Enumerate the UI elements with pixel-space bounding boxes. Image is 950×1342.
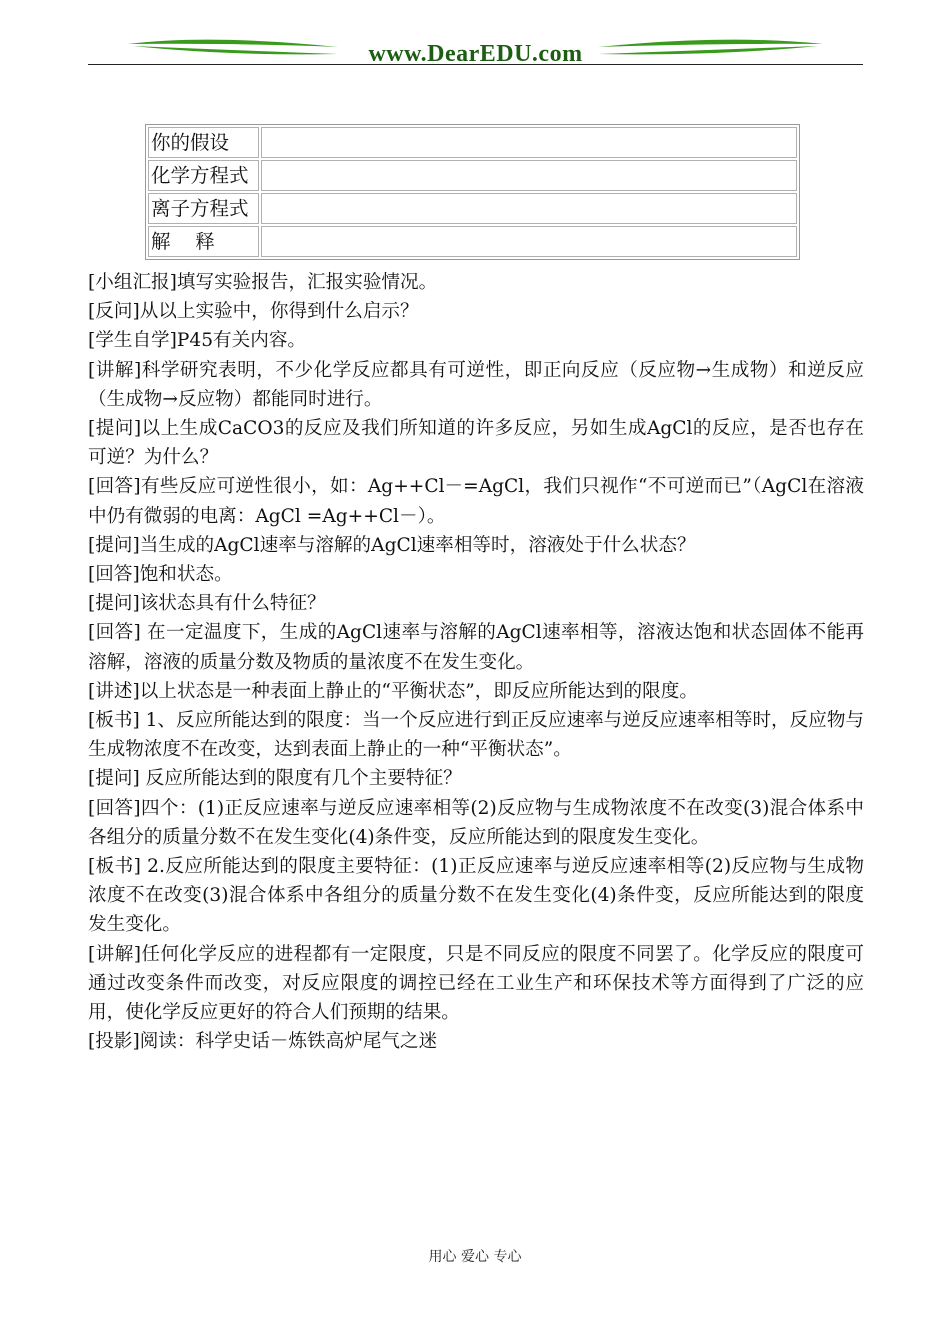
row-label: 你的假设 (148, 127, 259, 158)
paragraph: [讲述]以上状态是一种表面上静止的“平衡状态”，即反应所能达到的限度。 (88, 680, 698, 702)
paragraph: [提问]以上生成CaCO3的反应及我们所知道的许多反应，另如生成AgCl的反应，是否也存在可逆？为什么？ (88, 418, 864, 469)
table-row (148, 160, 797, 191)
page-header (88, 30, 863, 70)
paragraph: [板书] 1、反应所能达到的限度：当一个反应进行到正反应速率与逆反应速率相等时，反应物与生成物浓度不在改变，达到表面上静止的一种“平衡状态”。 (88, 710, 865, 761)
site-url: www.DearEDU.com (368, 41, 583, 67)
chemical-equation-cell[interactable] (261, 160, 797, 191)
paragraph: [板书] 2.反应所能达到的限度主要特征：(1)正反应速率与逆反应速率相等(2)反应物与生成物浓度不在改变(3)混合体系中各组分的质量分数不在发生变化(4)条件变，反应所能达到的限度发生变化。 (88, 856, 864, 936)
ionic-equation-cell[interactable] (261, 193, 797, 224)
paragraph: [小组汇报]填写实验报告，汇报实验情况。 (88, 272, 438, 293)
hypothesis-cell[interactable] (261, 127, 797, 158)
paragraph: [讲解]科学研究表明，不少化学反应都具有可逆性，即正向反应（反应物→生成物）和逆反应（生成物→反应物）都能同时进行。 (88, 359, 864, 410)
row-label: 解 释 (148, 226, 259, 257)
explanation-cell[interactable] (261, 226, 797, 257)
experiment-table (145, 124, 800, 260)
paragraph: [回答]四个：(1)正反应速率与逆反应速率相等(2)反应物与生成物浓度不在改变(3)混合体系中各组分的质量分数不在发生变化(4)条件变，反应所能达到的限度发生变化。 (88, 797, 864, 848)
table-row (148, 193, 797, 224)
paragraph: [回答]有些反应可逆性很小，如：Ag++Cl－=AgCl，我们只视作“不可逆而已”（AgCl在溶液中仍有微弱的电离：AgCl =Ag++Cl－）。 (88, 476, 864, 527)
paragraph: [提问] 反应所能达到的限度有几个主要特征？ (88, 768, 462, 790)
paragraph: [学生自学]P45有关内容。 (88, 330, 307, 352)
paragraph: [反问]从以上实验中，你得到什么启示？ (88, 301, 419, 323)
paragraph: [回答] 在一定温度下，生成的AgCl速率与溶解的AgCl速率相等，溶液达饱和状态固体不能再溶解，溶液的质量分数及物质的量浓度不在发生变化。 (88, 622, 864, 673)
paragraph: [讲解]任何化学反应的进程都有一定限度，只是不同反应的限度不同罢了。化学反应的限度可通过改变条件而改变，对反应限度的调控已经在工业生产和环保技术等方面得到了广泛的应用，使化学反应更好的符合人们预期的结果。 (88, 943, 864, 1024)
table-row (148, 127, 797, 158)
paragraph: [投影]阅读：科学史话－炼铁高炉尾气之迷 (88, 1031, 438, 1053)
lesson-content (88, 268, 864, 1056)
table-row (148, 226, 797, 257)
paragraph: [回答]饱和状态。 (88, 564, 233, 586)
header-rule (88, 64, 863, 65)
paragraph: [提问]当生成的AgCl速率与溶解的AgCl速率相等时，溶液处于什么状态？ (88, 534, 696, 556)
row-label: 离子方程式 (148, 193, 259, 224)
paragraph: [提问]该状态具有什么特征？ (88, 593, 326, 615)
page-footer: 用心 爱心 专心 (428, 1249, 522, 1265)
row-label: 化学方程式 (148, 160, 259, 191)
